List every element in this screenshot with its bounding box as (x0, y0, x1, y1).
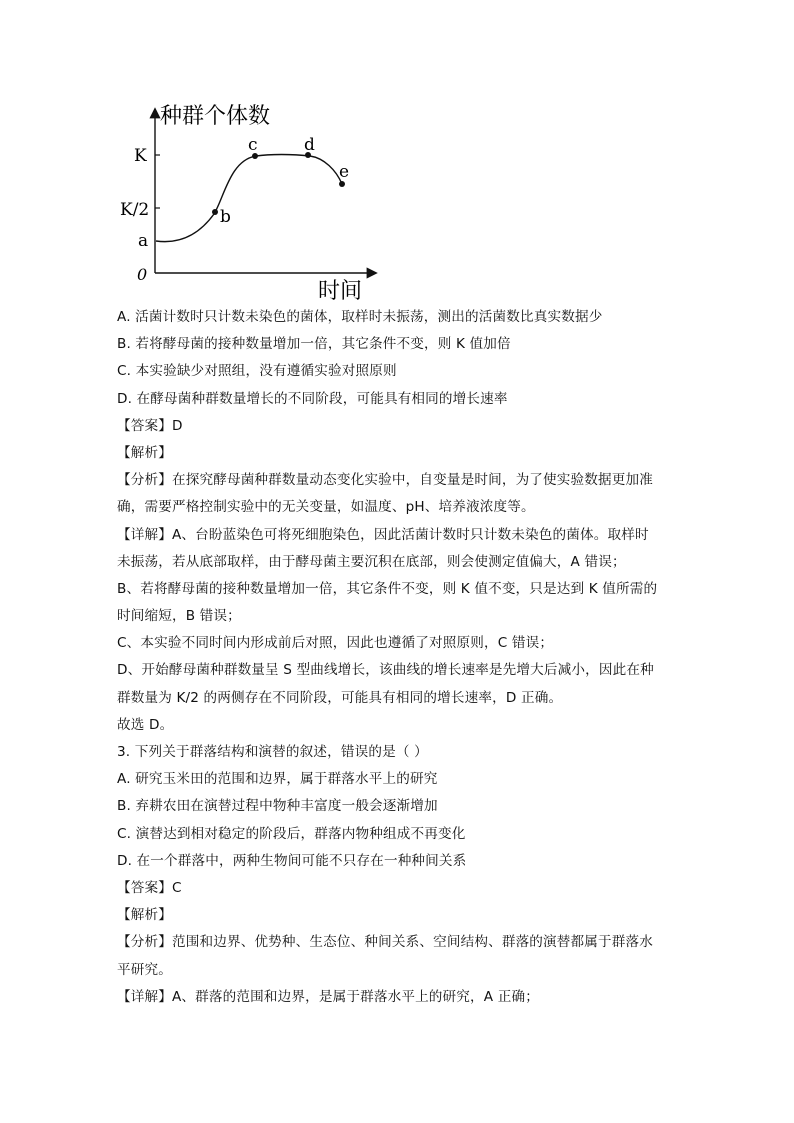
point-c-label: c (248, 135, 258, 155)
point-b-marker (212, 209, 218, 215)
q2-detail-line-6: D、开始酵母菌种群数量呈 S 型曲线增长，该曲线的增长速率是先增大后减小，因此在种 (117, 662, 654, 679)
q2-analysis-heading: 【解析】 (117, 444, 172, 461)
q2-detail-line-2: 未振荡，若从底部取样，由于酵母菌主要沉积在底部，则会使测定值偏大，A 错误； (117, 553, 626, 570)
question-text-block (117, 304, 677, 1011)
origin-label: 0 (137, 265, 148, 284)
k2-label: K/2 (120, 200, 150, 220)
q3-option-b: B. 弃耕农田在演替过程中物种丰富度一般会逐渐增加 (117, 798, 438, 815)
y-axis-title: 种群个体数 (160, 104, 271, 129)
q2-detail-line-8: 故选 D。 (117, 716, 174, 733)
q2-analysis-line-1: 【分析】在探究酵母菌种群数量动态变化实验中，自变量是时间，为了使实验数据更加准 (117, 472, 654, 489)
point-d-label: d (304, 135, 315, 155)
point-b-label: b (220, 207, 231, 227)
q2-option-d: D. 在酵母菌种群数量增长的不同阶段，可能具有相同的增长速率 (117, 390, 508, 407)
population-curve-figure (120, 98, 390, 308)
q2-detail-line-7: 群数量为 K/2 的两侧存在不同阶段，可能具有相同的增长速率，D 正确。 (117, 689, 563, 706)
k-label: K (134, 146, 147, 166)
q2-detail-line-5: C、本实验不同时间内形成前后对照，因此也遵循了对照原则，C 错误； (117, 635, 554, 652)
q3-stem: 3. 下列关于群落结构和演替的叙述，错误的是（ ） (117, 744, 428, 760)
q2-option-b: B. 若将酵母菌的接种数量增加一倍，其它条件不变，则 K 值加倍 (117, 336, 511, 353)
x-axis-title: 时间 (318, 279, 363, 304)
q3-option-c: C. 演替达到相对稳定的阶段后，群落内物种组成不再变化 (117, 825, 466, 842)
q2-analysis-line-2: 确，需要严格控制实验中的无关变量，如温度、pH、培养液浓度等。 (117, 499, 535, 516)
point-e-label: e (339, 162, 350, 182)
q2-answer: 【答案】D (117, 417, 183, 434)
point-a-label: a (138, 231, 149, 251)
figure-svg (120, 98, 390, 308)
q3-analysis-heading: 【解析】 (117, 907, 172, 924)
q3-option-a: A. 研究玉米田的范围和边界，属于群落水平上的研究 (117, 771, 438, 788)
q3-option-d: D. 在一个群落中，两种生物间可能不只存在一种种间关系 (117, 852, 467, 869)
q3-answer: 【答案】C (117, 879, 182, 896)
q2-option-a: A. 活菌计数时只计数未染色的菌体，取样时未振荡，测出的活菌数比真实数据少 (117, 309, 603, 325)
q3-detail-line-1: 【详解】A、群落的范围和边界，是属于群落水平上的研究，A 正确； (117, 988, 539, 1005)
q3-analysis-line-1: 【分析】范围和边界、优势种、生态位、种间关系、空间结构、群落的演替都属于群落水 (117, 934, 654, 951)
q2-option-c: C. 本实验缺少对照组，没有遵循实验对照原则 (117, 363, 397, 380)
q2-detail-line-4: 时间缩短，B 错误； (117, 608, 241, 625)
q2-detail-line-1: 【详解】A、台盼蓝染色可将死细胞染色，因此活菌计数时只计数未染色的菌体。取样时 (117, 526, 649, 543)
q2-detail-line-3: B、若将酵母菌的接种数量增加一倍，其它条件不变，则 K 值不变，只是达到 K 值所需的 (117, 580, 658, 597)
growth-curve (156, 155, 342, 242)
q3-analysis-line-2: 平研究。 (117, 961, 172, 978)
